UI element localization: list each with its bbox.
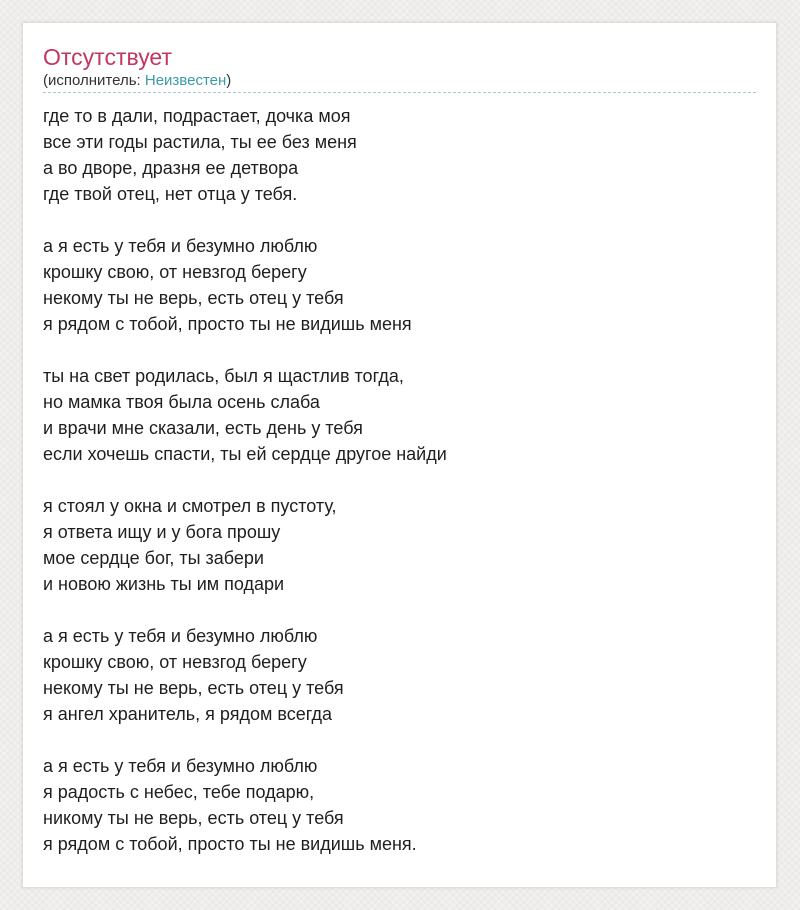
artist-line (43, 71, 756, 93)
lyrics-card (22, 22, 777, 888)
lyrics-line: но мамка твоя была осень слаба (43, 392, 320, 412)
lyrics-stanza (43, 363, 756, 467)
lyrics-line: ты на свет родилась, был я щастлив тогда, (43, 366, 404, 386)
lyrics-line: крошку свою, от невзгод берегу (43, 262, 307, 282)
lyrics-stanza (43, 103, 756, 207)
lyrics-line: а я есть у тебя и безумно люблю (43, 756, 318, 776)
artist-link[interactable]: Неизвестен (144, 72, 227, 89)
lyrics-line: а во дворе, дразня ее детвора (43, 158, 299, 178)
artist-prefix: (исполнитель: (43, 72, 145, 89)
lyrics-line: если хочешь спасти, ты ей сердце другое найди (43, 444, 447, 464)
lyrics-line: я рядом с тобой, просто ты не видишь меня (43, 314, 412, 334)
lyrics-line: а я есть у тебя и безумно люблю (43, 236, 318, 256)
lyrics-line: мое сердце бог, ты забери (43, 548, 264, 568)
lyrics-line: крошку свою, от невзгод берегу (43, 652, 307, 672)
lyrics-line: где твой отец, нет отца у тебя. (43, 184, 298, 204)
lyrics-text (43, 103, 756, 857)
lyrics-line: никому ты не верь, есть отец у тебя (43, 808, 344, 828)
lyrics-stanza (43, 493, 756, 597)
lyrics-stanza (43, 753, 756, 857)
lyrics-line: я стоял у окна и смотрел в пустоту, (43, 496, 337, 516)
lyrics-stanza (43, 623, 756, 727)
lyrics-line: некому ты не верь, есть отец у тебя (43, 288, 344, 308)
song-title: Отсутствует (43, 44, 172, 70)
lyrics-line: я рядом с тобой, просто ты не видишь меня. (43, 834, 417, 854)
artist-suffix: ) (226, 72, 232, 89)
lyrics-line: где то в дали, подрастает, дочка моя (43, 106, 351, 126)
lyrics-line: а я есть у тебя и безумно люблю (43, 626, 318, 646)
lyrics-line: и новою жизнь ты им подари (43, 574, 285, 594)
lyrics-line: все эти годы растила, ты ее без меня (43, 132, 357, 152)
lyrics-line: и врачи мне сказали, есть день у тебя (43, 418, 363, 438)
lyrics-line: я ангел хранитель, я рядом всегда (43, 704, 332, 724)
lyrics-line: я радость с небес, тебе подарю, (43, 782, 315, 802)
lyrics-stanza (43, 233, 756, 337)
lyrics-line: я ответа ищу и у бога прошу (43, 522, 281, 542)
lyrics-line: некому ты не верь, есть отец у тебя (43, 678, 344, 698)
